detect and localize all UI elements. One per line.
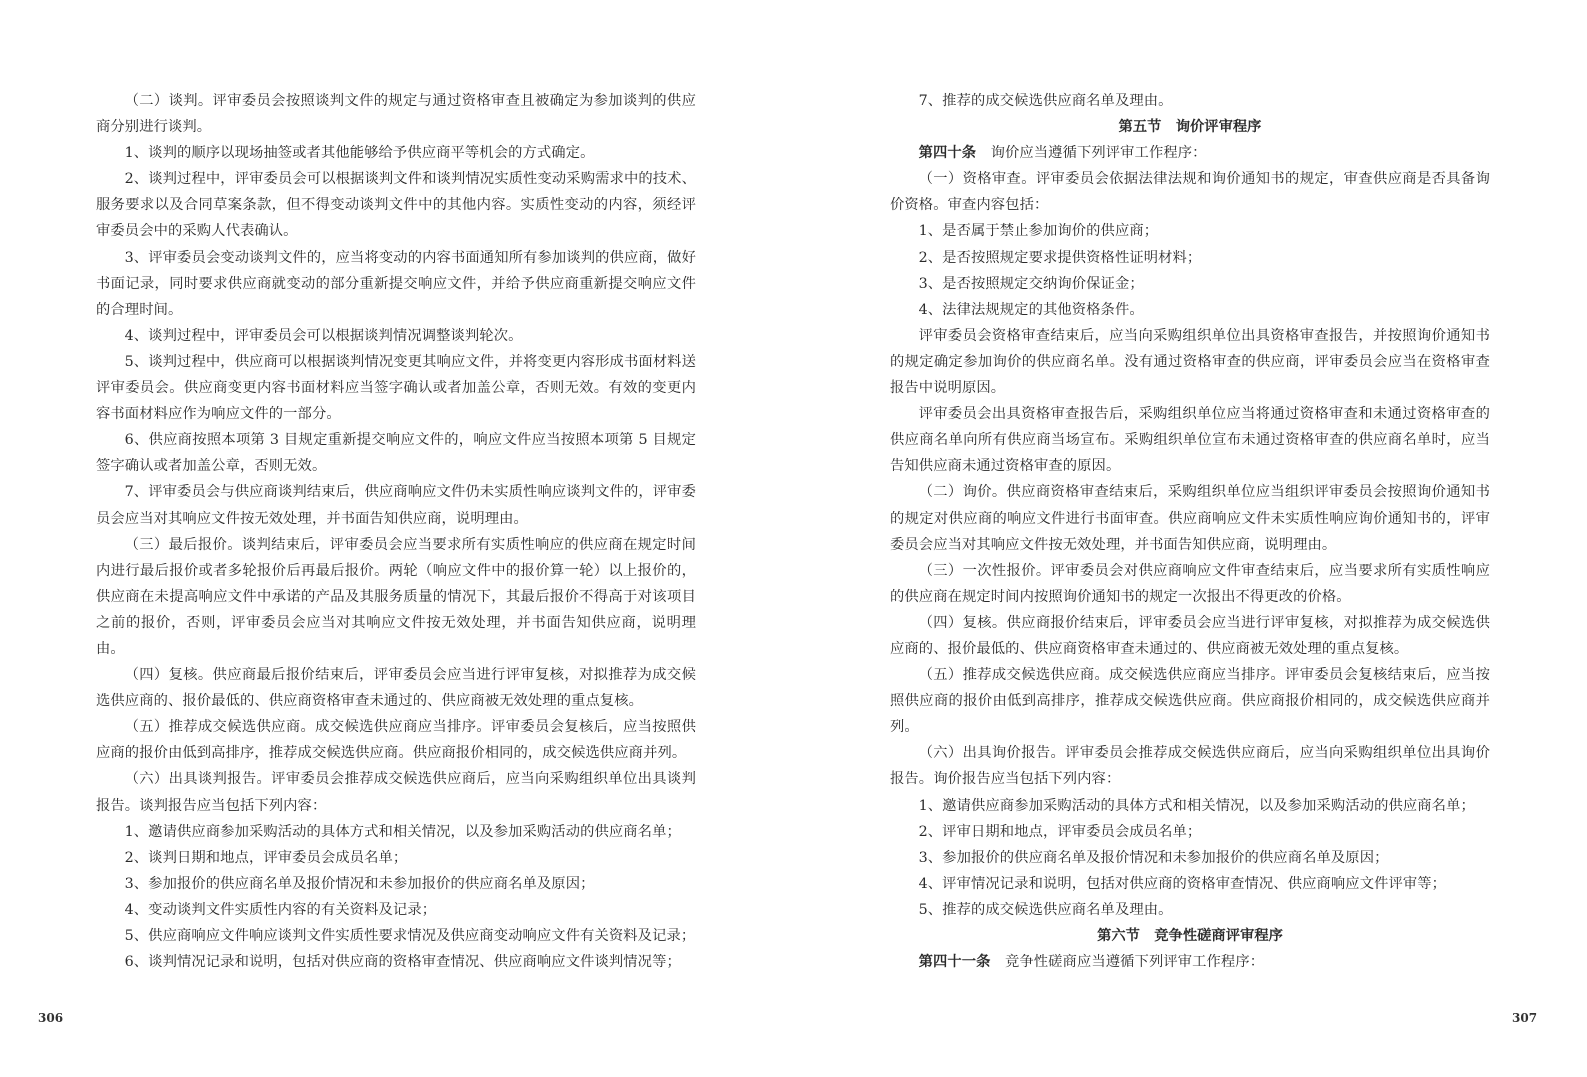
article-paragraph — [890, 949, 1490, 975]
paragraph: 1、谈判的顺序以现场抽签或者其他能够给予供应商平等机会的方式确定。 — [124, 145, 595, 162]
paragraph: 5、供应商响应文件响应谈判文件实质性要求情况及供应商变动响应文件有关资料及记录； — [124, 928, 696, 944]
paragraph: 1、是否属于禁止参加询价的供应商； — [918, 223, 1159, 240]
article-text: 询价应当遵循下列评审工作程序： — [976, 145, 1207, 162]
paragraph: 4、谈判过程中，评审委员会可以根据谈判情况调整谈判轮次。 — [124, 327, 523, 344]
paragraph: 3、是否按照规定交纳询价保证金； — [918, 275, 1144, 292]
left-page — [96, 88, 696, 975]
paragraph: 3、参加报价的供应商名单及报价情况和未参加报价的供应商名单及原因； — [124, 875, 595, 892]
article-text: 竞争性磋商应当遵循下列评审工作程序： — [990, 954, 1265, 971]
section-heading: 第五节 询价评审程序 — [1118, 119, 1262, 136]
page-number: 307 — [1512, 1011, 1538, 1025]
paragraph: 6、谈判情况记录和说明，包括对供应商的资格审查情况、供应商响应文件谈判情况等； — [124, 954, 681, 971]
article-label: 第四十一条 — [918, 954, 991, 971]
paragraph: 4、变动谈判文件实质性内容的有关资料及记录； — [124, 901, 437, 918]
right-page — [890, 88, 1490, 975]
paragraph: 7、推荐的成交候选供应商名单及理由。 — [918, 93, 1173, 109]
paragraph: 2、谈判日期和地点，评审委员会成员名单； — [124, 849, 408, 866]
article-label: 第四十条 — [918, 145, 977, 162]
paragraph: （四）复核。供应商报价结束后，评审委员会应当进行评审复核，对拟推荐为成交候选供应商的、报价最低的、供应商资格审查未通过的、供应商被无效处理的重点复核。 — [890, 614, 1490, 657]
paragraph: （四）复核。供应商最后报价结束后，评审委员会应当进行评审复核，对拟推荐为成交候选供应商的、报价最低的、供应商资格审查未通过的、供应商被无效处理的重点复核。 — [96, 667, 696, 710]
paragraph: （五）推荐成交候选供应商。成交候选供应商应当排序。评审委员会复核后，应当按照供应商的报价由低到高排序，推荐成交候选供应商。供应商报价相同的，成交候选供应商并列。 — [96, 719, 696, 762]
paragraph: （三）一次性报价。评审委员会对供应商响应文件审查结束后，应当要求所有实质性响应的供应商在规定时间内按照询价通知书的规定一次报出不得更改的价格。 — [890, 562, 1490, 605]
paragraph: 6、供应商按照本项第 3 目规定重新提交响应文件的，响应文件应当按照本项第 5 目规定签字确认或者加盖公章，否则无效。 — [96, 432, 696, 475]
paragraph: 1、邀请供应商参加采购活动的具体方式和相关情况，以及参加采购活动的供应商名单； — [124, 823, 681, 840]
paragraph: 1、邀请供应商参加采购活动的具体方式和相关情况，以及参加采购活动的供应商名单； — [918, 797, 1475, 814]
article-paragraph — [890, 140, 1490, 166]
paragraph: 2、是否按照规定要求提供资格性证明材料； — [918, 249, 1202, 266]
paragraph: 7、评审委员会与供应商谈判结束后，供应商响应文件仍未实质性响应谈判文件的，评审委员会应当对其响应文件按无效处理，并书面告知供应商，说明理由。 — [96, 484, 696, 527]
paragraph: （五）推荐成交候选供应商。成交候选供应商应当排序。评审委员会复核结束后，应当按照供应商的报价由低到高排序，推荐成交候选供应商。供应商报价相同的，成交候选供应商并列。 — [890, 667, 1490, 736]
paragraph: 3、评审委员会变动谈判文件的，应当将变动的内容书面通知所有参加谈判的供应商，做好书面记录，同时要求供应商就变动的部分重新提交响应文件，并给予供应商重新提交响应文件的合理时间。 — [96, 249, 696, 318]
paragraph: （一）资格审查。评审委员会依据法律法规和询价通知书的规定，审查供应商是否具备询价资格。审查内容包括： — [890, 171, 1490, 214]
paragraph: （三）最后报价。谈判结束后，评审委员会应当要求所有实质性响应的供应商在规定时间内进行最后报价或者多轮报价后再最后报价。两轮（响应文件中的报价算一轮）以上报价的，供应商在未提高响应文件中承诺的产品及其服务质量的情况下，其最后报价不得高于对该项目之前的报价，否则，评审委员会应当对其响应文件按无效处理，并书面告知供应商，说明理由。 — [96, 536, 696, 657]
paragraph: 评审委员会资格审查结束后，应当向采购组织单位出具资格审查报告，并按照询价通知书的规定确定参加询价的供应商名单。没有通过资格审查的供应商，评审委员会应当在资格审查报告中说明原因。 — [890, 327, 1490, 397]
paragraph: 5、推荐的成交候选供应商名单及理由。 — [918, 901, 1173, 918]
paragraph: 评审委员会出具资格审查报告后，采购组织单位应当将通过资格审查和未通过资格审查的供应商名单向所有供应商当场宣布。采购组织单位宣布未通过资格审查的供应商名单时，应当告知供应商未通过资格审查的原因。 — [890, 406, 1490, 475]
paragraph: 4、评审情况记录和说明，包括对供应商的资格审查情况、供应商响应文件评审等； — [918, 875, 1447, 892]
paragraph: 2、谈判过程中，评审委员会可以根据谈判文件和谈判情况实质性变动采购需求中的技术、服务要求以及合同草案条款，但不得变动谈判文件中的其他内容。实质性变动的内容，须经评审委员会中的采购人代表确认。 — [96, 171, 696, 240]
page-number: 306 — [38, 1011, 64, 1025]
paragraph: （六）出具询价报告。评审委员会推荐成交候选供应商后，应当向采购组织单位出具询价报告。询价报告应当包括下列内容： — [890, 745, 1490, 788]
section-heading: 第六节 竞争性磋商评审程序 — [1097, 928, 1283, 944]
paragraph: （二）谈判。评审委员会按照谈判文件的规定与通过资格审查且被确定为参加谈判的供应商分别进行谈判。 — [96, 93, 696, 136]
paragraph: 4、法律法规规定的其他资格条件。 — [918, 301, 1144, 318]
paragraph: 5、谈判过程中，供应商可以根据谈判情况变更其响应文件，并将变更内容形成书面材料送评审委员会。供应商变更内容书面材料应当签字确认或者加盖公章，否则无效。有效的变更内容书面材料应作为响应文件的一部分。 — [96, 353, 696, 423]
paragraph: 3、参加报价的供应商名单及报价情况和未参加报价的供应商名单及原因； — [918, 849, 1389, 866]
paragraph: 2、评审日期和地点，评审委员会成员名单； — [918, 823, 1202, 840]
paragraph: （二）询价。供应商资格审查结束后，采购组织单位应当组织评审委员会按照询价通知书的规定对供应商的响应文件进行书面审查。供应商响应文件未实质性响应询价通知书的，评审委员会应当对其响应文件按无效处理，并书面告知供应商，说明理由。 — [890, 484, 1490, 553]
paragraph: （六）出具谈判报告。评审委员会推荐成交候选供应商后，应当向采购组织单位出具谈判报告。谈判报告应当包括下列内容： — [96, 771, 696, 814]
